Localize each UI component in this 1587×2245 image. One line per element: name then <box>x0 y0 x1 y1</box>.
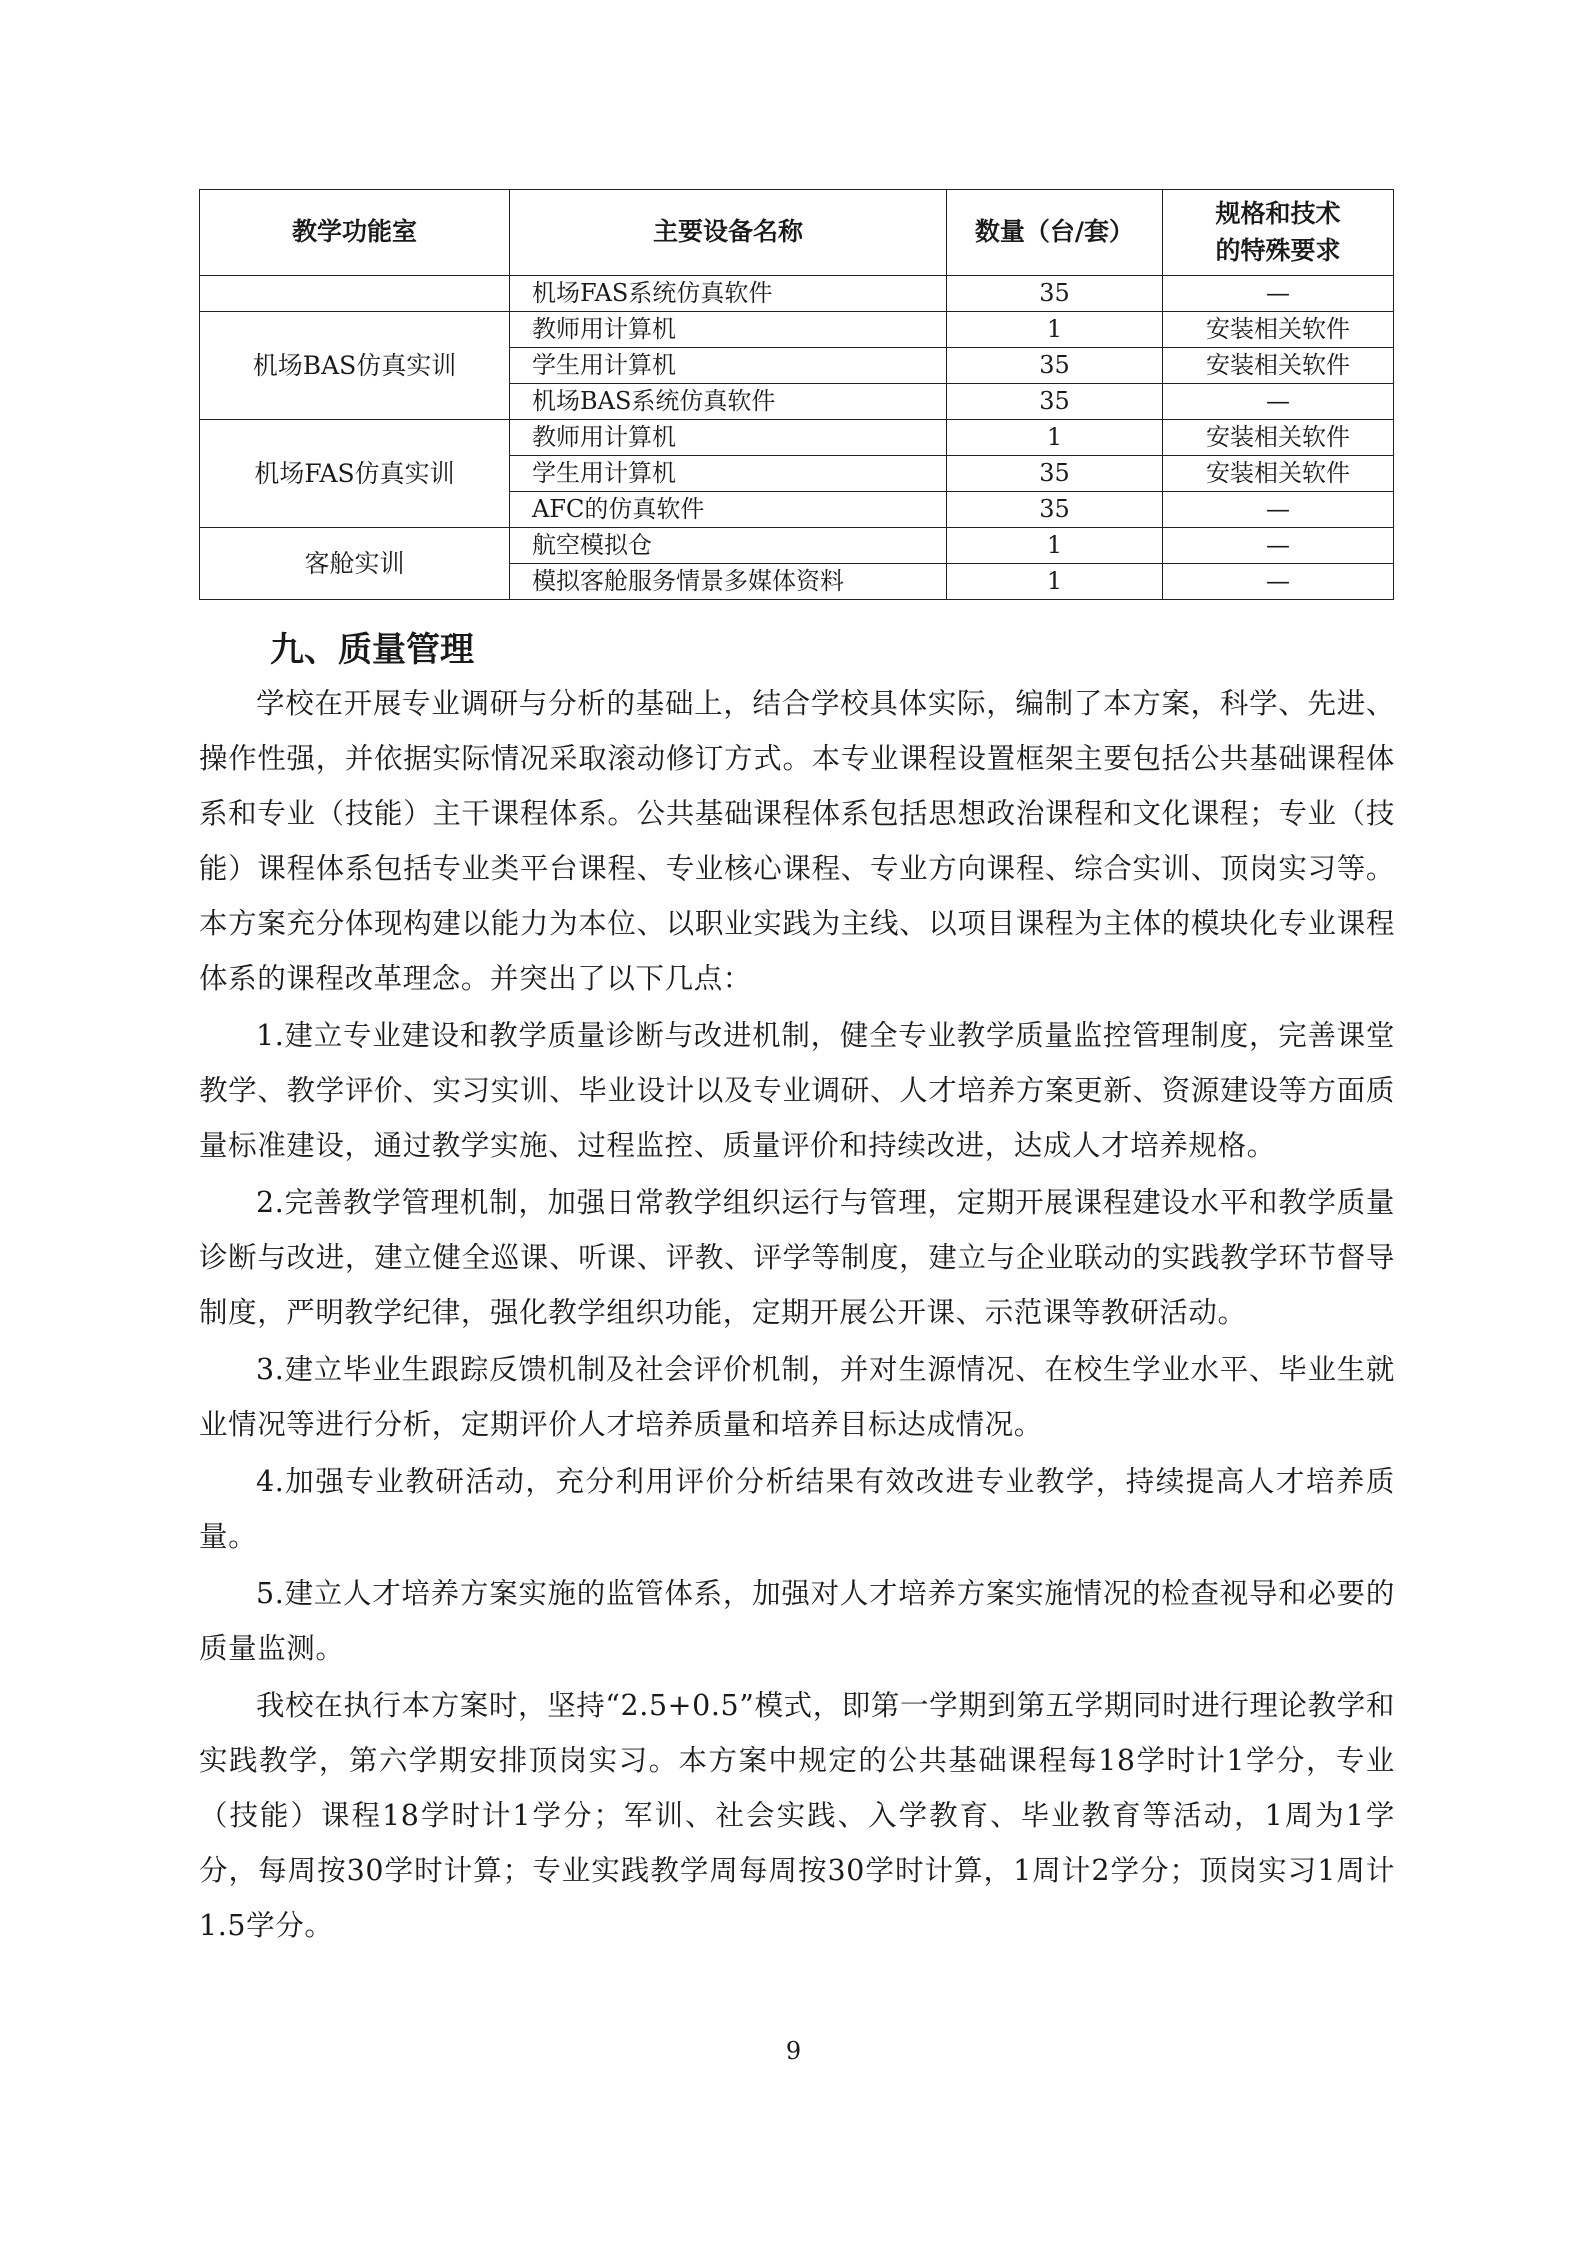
room-cell: 机场FAS仿真实训 <box>200 420 510 528</box>
room-cell: 客舱实训 <box>200 528 510 600</box>
paragraph-point-1: 1.建立专业建设和教学质量诊断与改进机制，健全专业教学质量监控管理制度，完善课堂教学、教学评价、实习实训、毕业设计以及专业调研、人才培养方案更新、资源建设等方面质量标准建设，通过教学实施、过程监控、质量评价和持续改进，达成人才培养规格。 <box>199 1019 1395 1162</box>
section-title: 九、质量管理 <box>270 630 474 670</box>
body-text <box>199 676 1395 1955</box>
equipment-cell: 模拟客舱服务情景多媒体资料 <box>510 564 947 600</box>
paragraph-point-3: 3.建立毕业生跟踪反馈机制及社会评价机制，并对生源情况、在校生学业水平、毕业生就业情况等进行分析，定期评价人才培养质量和培养目标达成情况。 <box>199 1353 1395 1441</box>
equipment-cell: 教师用计算机 <box>510 420 947 456</box>
paragraph-point-5: 5.建立人才培养方案实施的监管体系，加强对人才培养方案实施情况的检查视导和必要的质量监测。 <box>199 1577 1395 1665</box>
table-header-row <box>200 190 1394 276</box>
spec-cell: — <box>1163 564 1394 600</box>
spec-cell: — <box>1163 492 1394 528</box>
header-room: 教学功能室 <box>200 190 510 276</box>
equipment-cell: 学生用计算机 <box>510 348 947 384</box>
page-number: 9 <box>785 2037 802 2065</box>
table-row <box>200 312 1394 348</box>
quantity-cell: 1 <box>947 564 1163 600</box>
quantity-cell: 35 <box>947 492 1163 528</box>
table-row <box>200 528 1394 564</box>
paragraph-point-4: 4.加强专业教研活动，充分利用评价分析结果有效改进专业教学，持续提高人才培养质量。 <box>199 1465 1395 1553</box>
quantity-cell: 35 <box>947 348 1163 384</box>
equipment-cell: 航空模拟仓 <box>510 528 947 564</box>
quantity-cell: 35 <box>947 276 1163 312</box>
spec-cell: 安装相关软件 <box>1163 312 1394 348</box>
equipment-cell: 学生用计算机 <box>510 456 947 492</box>
paragraph-credits: 我校在执行本方案时，坚持“2.5+0.5”模式，即第一学期到第五学期同时进行理论教学和实践教学，第六学期安排顶岗实习。本方案中规定的公共基础课程每18学时计1学分，专业（技能）课程18学时计1学分；军训、社会实践、入学教育、毕业教育等活动，1周为1学分，每周按30学时计算；专业实践教学周每周按30学时计算，1周计2学分；顶岗实习1周计1.5学分。 <box>199 1689 1395 1942</box>
equipment-cell: 机场FAS系统仿真软件 <box>510 276 947 312</box>
header-spec-line2: 的特殊要求 <box>1215 235 1341 265</box>
spec-cell: 安装相关软件 <box>1163 456 1394 492</box>
equipment-table <box>199 189 1394 600</box>
paragraph-point-2: 2.完善教学管理机制，加强日常教学组织运行与管理，定期开展课程建设水平和教学质量诊断与改进，建立健全巡课、听课、评教、评学等制度，建立与企业联动的实践教学环节督导制度，严明教学纪律，强化教学组织功能，定期开展公开课、示范课等教研活动。 <box>199 1186 1395 1329</box>
spec-cell: — <box>1163 276 1394 312</box>
equipment-cell: AFC的仿真软件 <box>510 492 947 528</box>
table-row <box>200 276 1394 312</box>
equipment-cell: 教师用计算机 <box>510 312 947 348</box>
header-spec-line1: 规格和技术 <box>1215 199 1341 229</box>
header-equipment: 主要设备名称 <box>510 190 947 276</box>
quantity-cell: 35 <box>947 384 1163 420</box>
quantity-cell: 1 <box>947 528 1163 564</box>
quantity-cell: 35 <box>947 456 1163 492</box>
quantity-cell: 1 <box>947 420 1163 456</box>
quantity-cell: 1 <box>947 312 1163 348</box>
paragraph-intro: 学校在开展专业调研与分析的基础上，结合学校具体实际，编制了本方案，科学、先进、操作性强，并依据实际情况采取滚动修订方式。本专业课程设置框架主要包括公共基础课程体系和专业（技能）主干课程体系。公共基础课程体系包括思想政治课程和文化课程；专业（技能）课程体系包括专业类平台课程、专业核心课程、专业方向课程、综合实训、顶岗实习等。本方案充分体现构建以能力为本位、以职业实践为主线、以项目课程为主体的模块化专业课程体系的课程改革理念。并突出了以下几点： <box>199 687 1395 995</box>
spec-cell: 安装相关软件 <box>1163 420 1394 456</box>
header-spec <box>1163 190 1394 276</box>
table-row <box>200 420 1394 456</box>
room-cell <box>200 276 510 312</box>
spec-cell: — <box>1163 384 1394 420</box>
room-cell: 机场BAS仿真实训 <box>200 312 510 420</box>
equipment-cell: 机场BAS系统仿真软件 <box>510 384 947 420</box>
spec-cell: — <box>1163 528 1394 564</box>
header-quantity: 数量（台/套） <box>947 190 1163 276</box>
spec-cell: 安装相关软件 <box>1163 348 1394 384</box>
